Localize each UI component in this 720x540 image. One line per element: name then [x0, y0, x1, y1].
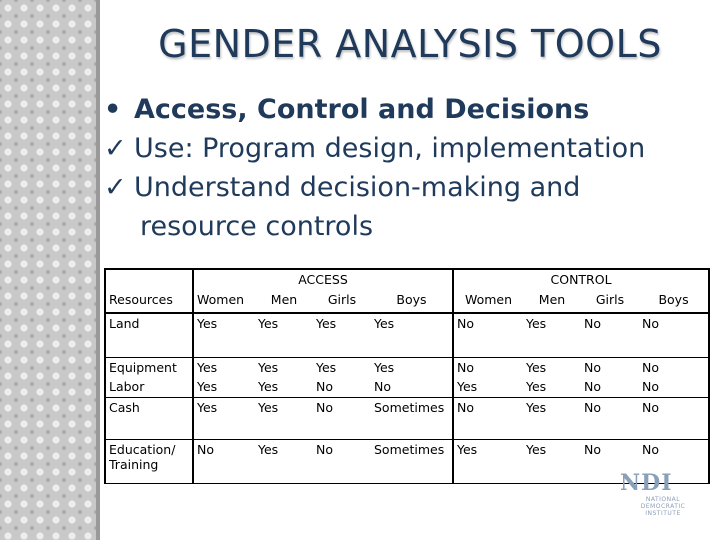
table-cell: Yes: [255, 439, 313, 483]
column-header-row: [105, 290, 709, 313]
resource-cell: Labor: [105, 377, 193, 397]
resource-cell: Land: [105, 313, 193, 357]
logo-line: NATIONAL: [645, 496, 681, 503]
table-cell: No: [313, 397, 371, 439]
bullet-text: Use: Program design, implementation: [134, 133, 646, 164]
table-cell: Yes: [193, 357, 255, 377]
table-cell: No: [639, 357, 709, 377]
table-row: [105, 357, 709, 377]
col-header-control-men: Men: [523, 290, 581, 313]
logo-mark: NDI: [620, 470, 673, 496]
bullet-dot-icon: •: [104, 94, 122, 125]
col-header-control-girls: Girls: [581, 290, 639, 313]
table-cell: Yes: [193, 313, 255, 357]
logo-line: INSTITUTE: [645, 510, 681, 517]
table-cell: No: [639, 313, 709, 357]
bullet-list: [104, 90, 704, 246]
table-row: [105, 397, 709, 439]
table-cell: Yes: [523, 377, 581, 397]
access-control-table: [104, 268, 710, 484]
group-spacer: [105, 269, 193, 290]
resource-cell: Education/ Training: [105, 439, 193, 483]
table-cell: Yes: [313, 313, 371, 357]
col-header-access-men: Men: [255, 290, 313, 313]
table-cell: Yes: [453, 439, 523, 483]
table-cell: No: [581, 439, 639, 483]
col-header-control-boys: Boys: [639, 290, 709, 313]
checkmark-icon: ✓: [104, 133, 127, 164]
checkmark-icon: ✓: [104, 172, 127, 203]
table-cell: Yes: [526, 359, 547, 375]
table-row: [105, 439, 709, 483]
table-cell: Yes: [523, 397, 581, 439]
table-cell: No: [584, 359, 601, 375]
table-row: [105, 313, 709, 357]
slide-title: GENDER ANALYSIS TOOLS: [158, 22, 662, 66]
table-cell: No: [581, 397, 639, 439]
table-cell: No: [581, 313, 639, 357]
bullet-text: Access, Control and Decisions: [134, 94, 590, 125]
table-cell: No: [639, 377, 709, 397]
table-cell: Yes: [255, 397, 313, 439]
table-cell: Sometimes: [371, 397, 453, 439]
ndi-logo: [620, 470, 706, 532]
table-row: [105, 377, 709, 397]
table-cell: Yes: [258, 359, 279, 375]
col-header-control-women: Women: [453, 290, 523, 313]
col-header-access-boys: Boys: [371, 290, 453, 313]
bullet-continuation: [104, 207, 704, 246]
table-cell: No: [313, 377, 371, 397]
table-cell: Yes: [255, 377, 313, 397]
table-cell: No: [453, 313, 523, 357]
table-cell: Yes: [371, 313, 453, 357]
table-cell: No: [371, 377, 453, 397]
table-cell: No: [581, 377, 639, 397]
table-cell: No: [639, 439, 709, 483]
col-header-access-girls: Girls: [313, 290, 371, 313]
table-cell: Yes: [255, 313, 313, 357]
resource-cell: Equipment: [105, 357, 193, 377]
col-header-access-women: Women: [193, 290, 255, 313]
bullet-item: [104, 129, 704, 168]
table-cell: No: [453, 397, 523, 439]
bullet-item: [104, 90, 704, 129]
table-cell: Yes: [193, 397, 255, 439]
table-cell: Yes: [374, 359, 395, 375]
table-cell: No: [313, 439, 371, 483]
group-access: ACCESS: [193, 269, 453, 290]
bullet-item: [104, 168, 704, 207]
border-edge: [96, 0, 100, 540]
decorative-border: [0, 0, 96, 540]
table-cell: Yes: [193, 377, 255, 397]
table-cell: No: [639, 397, 709, 439]
table-cell: Yes: [523, 313, 581, 357]
table-cell: Yes: [453, 377, 523, 397]
bullet-text: Understand decision-making and: [134, 172, 581, 203]
logo-line: DEMOCRATIC: [640, 503, 686, 510]
table-cell: Yes: [523, 439, 581, 483]
resource-cell: Cash: [105, 397, 193, 439]
group-header-row: [105, 269, 709, 290]
group-control: CONTROL: [453, 269, 709, 290]
table-cell: Yes: [316, 359, 337, 375]
table-cell: Sometimes: [371, 439, 453, 483]
table-cell: No: [453, 357, 523, 377]
table-cell: No: [193, 439, 255, 483]
bullet-text: resource controls: [140, 211, 374, 242]
col-header-resources: Resources: [105, 290, 193, 313]
